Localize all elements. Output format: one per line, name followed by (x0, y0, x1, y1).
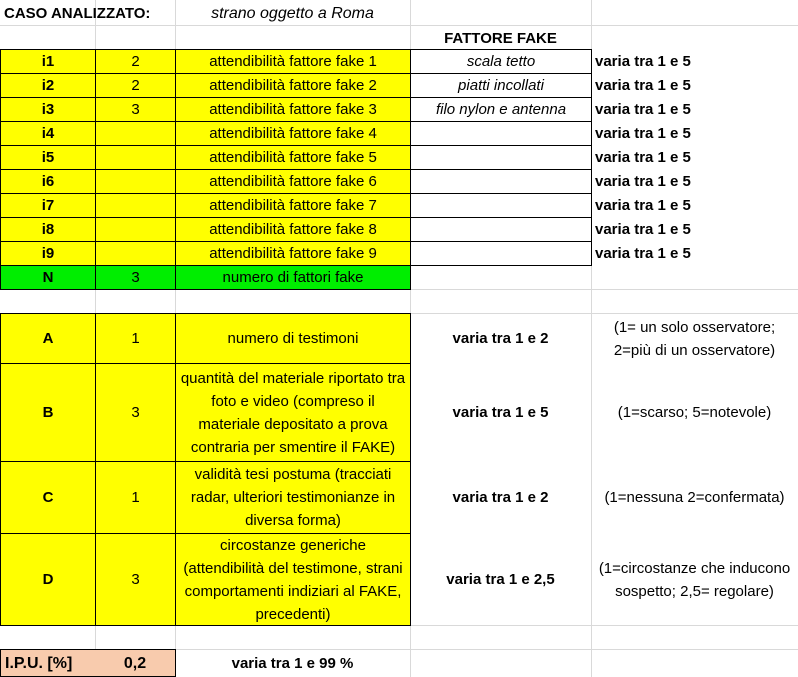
param-row-id: B (0, 363, 96, 462)
param-row-note: (1=circostanze che inducono sospetto; 2,5= regolare) (598, 559, 791, 600)
fake-row-factor (410, 193, 592, 218)
fake-row-desc: attendibilità fattore fake 2 (175, 73, 411, 98)
gridline (0, 25, 798, 26)
fake-row-range: varia tra 1 e 5 (595, 53, 691, 70)
fake-row-factor: scala tetto (410, 49, 592, 74)
param-row-desc: quantità del materiale riportato tra foto e video (compreso il materiale depositato a prova contraria per smentire il FAKE) (175, 363, 411, 462)
fake-row-factor: filo nylon e antenna (410, 97, 592, 122)
param-row-id: A (0, 313, 96, 364)
fake-row-value (95, 217, 176, 242)
param-row-desc: circostanze generiche (attendibilità del testimone, strani comportamenti indiziari al FAKE, precedenti) (175, 533, 411, 626)
fake-row-id: i6 (0, 169, 96, 194)
fake-row-desc: attendibilità fattore fake 1 (175, 49, 411, 74)
param-row-desc: numero di testimoni (175, 313, 411, 364)
fake-row-id: i7 (0, 193, 96, 218)
ipu-range: varia tra 1 e 99 % (231, 654, 354, 672)
fake-row-range: varia tra 1 e 5 (595, 173, 691, 190)
case-label: CASO ANALIZZATO: (4, 5, 151, 22)
fake-row-id: i2 (0, 73, 96, 98)
fake-row-id: i3 (0, 97, 96, 122)
fake-row-factor (410, 217, 592, 242)
fake-row-value (95, 145, 176, 170)
fake-row-factor: piatti incollati (410, 73, 592, 98)
case-value: strano oggetto a Roma (211, 5, 374, 22)
fake-row-value (95, 169, 176, 194)
param-row-note: (1= un solo osservatore; 2=più di un osservatore) (613, 318, 776, 359)
param-row-id: D (0, 533, 96, 626)
fake-row-factor (410, 121, 592, 146)
n-row-value: 3 (95, 265, 176, 290)
fake-row-range: varia tra 1 e 5 (595, 149, 691, 166)
fake-row-factor (410, 145, 592, 170)
fake-row-range: varia tra 1 e 5 (595, 125, 691, 142)
param-row-range: varia tra 1 e 2 (452, 489, 549, 506)
param-row-note: (1=nessuna 2=confermata) (604, 489, 785, 506)
param-row-note: (1=scarso; 5=notevole) (617, 404, 772, 421)
fake-row-value: 3 (95, 97, 176, 122)
fake-row-desc: attendibilità fattore fake 7 (175, 193, 411, 218)
param-row-range: varia tra 1 e 2 (452, 330, 549, 347)
n-row-desc: numero di fattori fake (175, 265, 411, 290)
fake-row-range: varia tra 1 e 5 (595, 77, 691, 94)
param-row-range: varia tra 1 e 5 (452, 404, 549, 421)
fake-row-factor (410, 241, 592, 266)
fake-row-range: varia tra 1 e 5 (595, 197, 691, 214)
ipu-value: 0,2 (123, 654, 147, 672)
fake-row-desc: attendibilità fattore fake 6 (175, 169, 411, 194)
param-row-value: 3 (95, 533, 176, 626)
fake-row-range: varia tra 1 e 5 (595, 221, 691, 238)
fake-row-id: i5 (0, 145, 96, 170)
fake-row-desc: attendibilità fattore fake 5 (175, 145, 411, 170)
fake-row-desc: attendibilità fattore fake 3 (175, 97, 411, 122)
n-row-id: N (0, 265, 96, 290)
fake-row-factor (410, 169, 592, 194)
fake-row-value (95, 121, 176, 146)
fake-row-id: i1 (0, 49, 96, 74)
ipu-label: I.P.U. [%] (5, 654, 73, 672)
fake-row-value (95, 193, 176, 218)
fake-row-desc: attendibilità fattore fake 9 (175, 241, 411, 266)
fake-row-value (95, 241, 176, 266)
ipu-cell (0, 649, 176, 677)
fake-row-value: 2 (95, 73, 176, 98)
param-row-value: 1 (95, 313, 176, 364)
fake-row-id: i8 (0, 217, 96, 242)
fake-factor-title: FATTORE FAKE (444, 29, 557, 47)
fake-row-id: i9 (0, 241, 96, 266)
fake-row-desc: attendibilità fattore fake 4 (175, 121, 411, 146)
fake-row-desc: attendibilità fattore fake 8 (175, 217, 411, 242)
param-row-id: C (0, 461, 96, 534)
param-row-value: 3 (95, 363, 176, 462)
fake-row-range: varia tra 1 e 5 (595, 245, 691, 262)
fake-row-id: i4 (0, 121, 96, 146)
param-row-value: 1 (95, 461, 176, 534)
param-row-range: varia tra 1 e 2,5 (446, 571, 555, 588)
param-row-desc: validità tesi postuma (tracciati radar, ulteriori testimonianze in diversa forma) (175, 461, 411, 534)
fake-row-value: 2 (95, 49, 176, 74)
fake-row-range: varia tra 1 e 5 (595, 101, 691, 118)
